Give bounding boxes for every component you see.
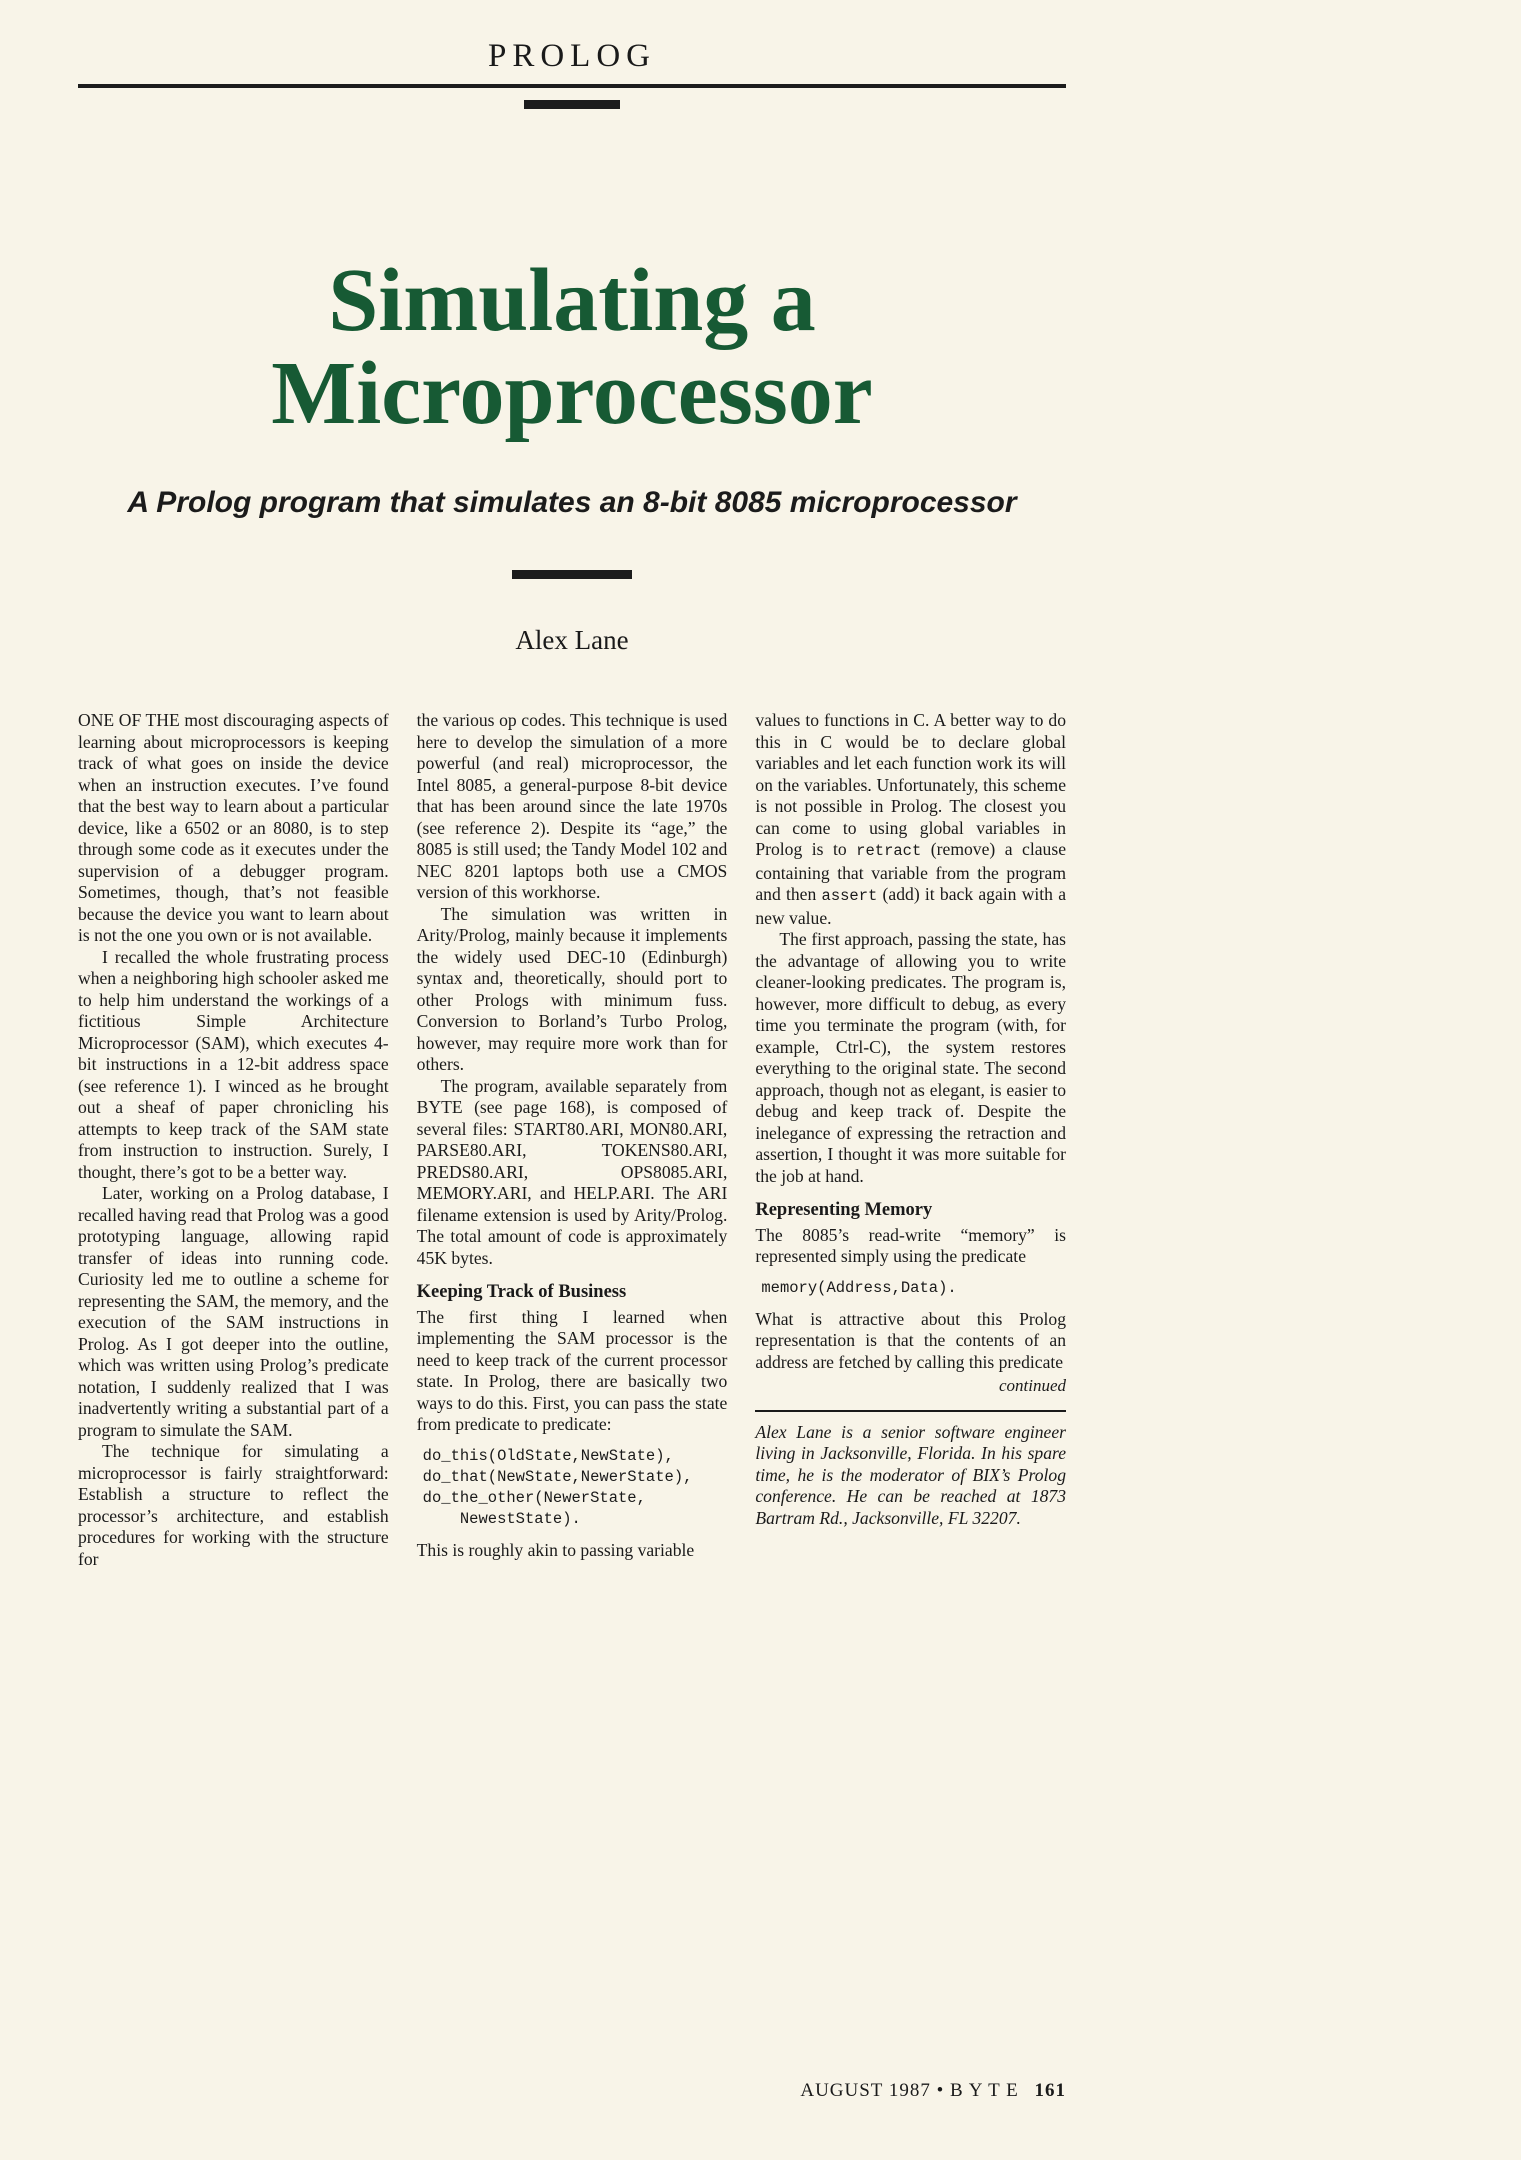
column-2 — [417, 710, 728, 1570]
paragraph: ONE OF THE most discouraging aspects of learning about microprocessors is keeping track of what goes on inside the device when an instruction executes. I’ve found that the best way to learn about a particular device, like a 6502 or an 8080, is to step through some code as it executes under the supervision of a debugger program. Sometimes, though, that’s not feasible because the device you want to learn about is not the one you own or is not available. — [78, 710, 389, 946]
inline-code: assert — [821, 887, 878, 906]
section-kicker: PROLOG — [487, 38, 657, 74]
paragraph: I recalled the whole frustrating process when a neighboring high schooler asked me to help him understand the workings of a fictitious Simple Architecture Microprocessor (SAM), which executes 4-bit instructions in a 12-bit address space (see reference 1). I winced as he brought out a sheaf of paper chronicling his attempts to keep track of the SAM state from instruction to instruction. Surely, I thought, there’s got to be a better way. — [78, 946, 389, 1182]
page-number: 161 — [1034, 2080, 1066, 2101]
bio-divider-rule — [755, 1410, 1066, 1412]
paragraph: The first thing I learned when implementing the SAM processor is the need to keep track of the current processor state. In Prolog, there are basically two ways to do this. First, you can pass the state from predicate to predicate: — [416, 1306, 728, 1435]
subhead-representing-memory: Representing Memory — [755, 1200, 933, 1221]
paragraph: What is attractive about this Prolog representation is that the contents of an address are fetched by calling this predicate — [755, 1308, 1067, 1372]
article-title — [78, 251, 1066, 443]
code-block — [761, 1278, 1066, 1299]
code-line: do_that(NewState,NewerState), — [422, 1467, 693, 1486]
paragraph: The technique for simulating a microprocessor is fairly straightforward: Establish a structure to reflect the processor’s architecture, and establish procedures for working with the structure for — [78, 1441, 389, 1569]
paragraph: Later, working on a Prolog database, I recalled having read that Prolog was a good prototyping language, allowing rapid transfer of ideas into running code. Curiosity led me to outline a scheme for representing the SAM, the memory, and the execution of the SAM instructions in Prolog. As I got deeper into the outline, which was written using Prolog’s predicate notation, I suddenly realized that I was inadvertently writing a substantial part of a program to simulate the SAM. — [78, 1183, 389, 1440]
column-3 — [755, 710, 1066, 1570]
paragraph-text: (remove) a clause containing that variable from the program and then — [755, 839, 1067, 905]
paragraph-text: (add) it back again with a new value. — [755, 884, 1067, 928]
inline-code: retract — [856, 842, 922, 861]
paragraph: The 8085’s read-write “memory” is represented simply using the predicate — [755, 1224, 1067, 1267]
subhead-keeping-track-of-business: Keeping Track of Business — [416, 1282, 627, 1303]
article-subtitle: A Prolog program that simulates an 8-bit 8085 microprocessor — [127, 486, 1017, 520]
header-accent-bar — [524, 100, 620, 109]
code-line: memory(Address,Data). — [761, 1278, 957, 1297]
header-rule — [78, 84, 1066, 88]
byline: Alex Lane — [515, 625, 629, 656]
footer-issue-text: AUGUST 1987 • B Y T E — [800, 2080, 1019, 2101]
code-line: do_the_other(NewerState, — [422, 1488, 646, 1507]
continued-marker: continued — [998, 1376, 1067, 1396]
paragraph: This is roughly akin to passing variable — [416, 1539, 695, 1560]
page-footer — [800, 2080, 1066, 2102]
code-line: do_this(OldState,NewState), — [422, 1446, 674, 1465]
article-body — [78, 710, 1066, 1570]
title-line-1: Simulating a — [328, 251, 816, 350]
paragraph — [755, 710, 1066, 929]
byline-accent-bar — [512, 570, 632, 579]
paragraph: the various op codes. This technique is used here to develop the simulation of a more powerful (and real) microprocessor, the Intel 8085, a general-purpose 8-bit device that has been around since the late 1970s (see reference 2). Despite its “age,” the 8085 is still used; the Tandy Model 102 and NEC 8201 laptops both use a CMOS version of this workhorse. — [416, 710, 728, 903]
code-block — [423, 1446, 728, 1530]
kicker-header — [78, 0, 1066, 109]
paragraph: The first approach, passing the state, has the advantage of allowing you to write cleaner-looking predicates. The program is, however, more difficult to debug, as every time you terminate the program (with, for example, Ctrl-C), the system restores everything to the original state. The second approach, though not as elegant, is easier to debug and keep track of. Despite the inelegance of expressing the retraction and assertion, I thought it was more suitable for the job at hand. — [755, 929, 1067, 1186]
code-line: NewestState). — [422, 1509, 581, 1528]
author-bio: Alex Lane is a senior software engineer living in Jacksonville, Florida. In his spare time, he is the moderator of BIX’s Prolog conference. He can be reached at 1873 Bartram Rd., Jacksonville, FL 32207. — [755, 1421, 1067, 1528]
paragraph: The program, available separately from BYTE (see page 168), is composed of several files: START80.ARI, MON80.ARI, PARSE80.ARI, TOKENS80.ARI, PREDS80.ARI, OPS8085.ARI, MEMORY.ARI, and HELP.ARI. The ARI filename extension is used by Arity/Prolog. The total amount of code is approximately 45K bytes. — [416, 1075, 728, 1268]
column-1 — [78, 710, 389, 1570]
paragraph-text: values to functions in C. A better way to do this in C would be to declare global variables and let each function work its will on the variables. Unfortunately, this scheme is not possible in Prolog. The closest you can come to using global variables in Prolog is to — [755, 710, 1067, 860]
page-content — [78, 0, 1066, 2160]
title-line-2: Microprocessor — [271, 343, 873, 443]
paragraph: The simulation was written in Arity/Prolog, mainly because it implements the widely used DEC-10 (Edinburgh) syntax and, theoretically, should port to other Prologs with minimum fuss. Conversion to Borland’s Turbo Prolog, however, may require more work than for others. — [416, 903, 728, 1075]
